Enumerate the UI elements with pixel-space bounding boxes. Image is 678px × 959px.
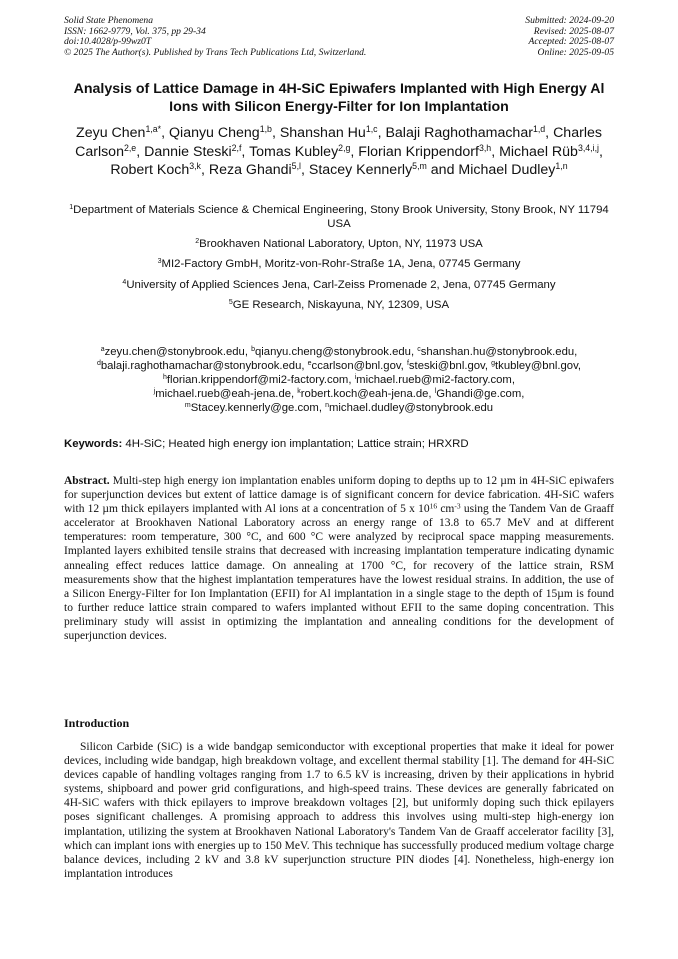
- author-name: Michael Rüb: [499, 143, 578, 160]
- affiliation-text: MI2-Factory GmbH, Moritz-von-Rohr-Straße 1A, Jena, 07745 Germany: [161, 258, 521, 271]
- email-link[interactable]: florian.krippendorf@mi2-factory.com,: [166, 374, 355, 386]
- keywords-label: Keywords:: [64, 438, 123, 450]
- email-mark: e: [307, 360, 312, 368]
- email-mark: i: [354, 374, 357, 382]
- author-affil-mark: 5,l: [291, 161, 301, 172]
- email-link[interactable]: tkubley@bnl.gov,: [495, 360, 582, 372]
- email-link[interactable]: Ghandi@ge.com,: [436, 388, 525, 400]
- author-name: Robert Koch: [110, 162, 190, 179]
- author-name: Florian Krippendorf: [358, 143, 479, 160]
- email-line: [64, 345, 614, 359]
- email-link[interactable]: balaji.raghothamachar@stonybrook.edu,: [100, 360, 308, 372]
- email-link[interactable]: robert.koch@eah-jena.de,: [300, 388, 435, 400]
- journal-info: [64, 16, 366, 58]
- affiliation-list: [64, 203, 614, 318]
- email-link[interactable]: michael.rueb@mi2-factory.com,: [356, 374, 515, 386]
- email-mark: l: [434, 388, 437, 396]
- author: [169, 125, 280, 141]
- online-date: Online: 2025-09-05: [537, 46, 614, 58]
- email-link[interactable]: qianyu.cheng@stonybrook.edu,: [255, 346, 418, 358]
- email-link[interactable]: ccarlson@bnl.gov,: [311, 360, 407, 372]
- author-separator: ,: [491, 143, 500, 160]
- author-affil-mark: 1,a*: [145, 124, 162, 135]
- issn-line: ISSN: 1662-9779, Vol. 375, pp 29-34: [64, 25, 206, 37]
- affiliation-number: 3: [157, 258, 162, 266]
- keywords-text: 4H-SiC; Heated high energy ion implantation; Lattice strain; HRXRD: [122, 438, 469, 450]
- affiliation-number: 1: [69, 204, 74, 212]
- affiliation: [64, 278, 614, 292]
- affiliation-text: GE Research, Niskayuna, NY, 12309, USA: [232, 298, 450, 311]
- email-link[interactable]: zeyu.chen@stonybrook.edu,: [104, 346, 252, 358]
- paper-title: Analysis of Lattice Damage in 4H-SiC Epiwafers Implanted with High Energy Al Ions with Silicon Energy-Filter for Ion Implantation: [73, 81, 605, 115]
- email-link[interactable]: michael.rueb@eah-jena.de,: [155, 388, 298, 400]
- author-name: Tomas Kubley: [249, 143, 339, 160]
- email-list: [64, 345, 614, 415]
- author-separator: ,: [377, 125, 386, 141]
- email-mark: h: [163, 374, 167, 382]
- author-affil-mark: 1,b: [259, 124, 272, 135]
- author-affil-mark: 3,h: [478, 142, 492, 153]
- abstract-text: using the Tandem Van de Graaff accelerator at Brookhaven National Laboratory across an energy range of 13.8 to 65.7 MeV and at different temperatures: room temperature, 300 °C, and 600 °C were analyzed by reciprocal space mapping measurements. Implanted layers exhibited tensile strains that decreased with increasing implantation temperature indicating dynamic annealing effect reduces lattice damage. On annealing at 1700 °C, for recovery of the lattice strain, RSM measurements show that the highest implantation temperatures have the lowest residual strains. In addition, the use of a Silicon Energy-Filter for Ion Implantation (EFII) for Al implantation in a single stage to the depth of 15µm is found to further reduce lattice strain compared to wafers implanted without EFII to the same doping concentration. This preliminary study will assist in optimizing the implantation and annealing conditions for the development of superjunction devices.: [64, 503, 614, 643]
- accepted-date: Accepted: 2025-08-07: [528, 36, 614, 48]
- introduction-text: Silicon Carbide (SiC) is a wide bandgap semiconductor with exceptional properties that make it ideal for power devices, including wide bandgap, high breakdown voltage, and excellent thermal stability [1]. The demand for 4H-SiC devices capable of handling voltages ranging from 1.7 to 6.5 kV is increasing, driven by their applications in hybrid systems, shipboard and power grid configurations, and high-speed trains. These devices are generally fabricated on 4H-SiC wafers with thick epilayers to improve breakdown voltages [2], but uniformly doping such thick epilayers poses significant challenges. A promising approach to address this involves using multi-step high-energy ion implantation, utilizing the system at Brookhaven National Laboratory's Tandem Van de Graaff accelerator facility [3], which can implant ions with energies up to 150 MeV. This technique has successfully produced medium voltage charge balance devices, including 2 kV and 3.8 kV superjunction structure PIN diodes [4]. Nonetheless, high-energy ion implantation introduces: [64, 741, 614, 880]
- author-separator: ,: [350, 143, 359, 160]
- journal-name: Solid State Phenomena: [64, 15, 153, 26]
- email-mark: f: [406, 360, 409, 368]
- author-affil-mark: 2,f: [231, 142, 242, 153]
- affiliation-number: 5: [228, 298, 233, 306]
- email-mark: b: [251, 346, 256, 354]
- author-name: and Michael Dudley: [430, 162, 556, 179]
- author-affil-mark: 1,c: [365, 124, 378, 135]
- revised-date: Revised: 2025-08-07: [533, 25, 614, 37]
- author: [110, 162, 209, 178]
- author: [309, 162, 431, 178]
- author-name: Charles Carlson: [75, 125, 602, 160]
- author-separator: ,: [545, 125, 554, 141]
- author-affil-mark: 1,n: [555, 161, 568, 172]
- abstract-exponent: -3: [454, 501, 461, 511]
- abstract-label: Abstract.: [64, 475, 110, 487]
- author: [209, 162, 309, 178]
- email-mark: a: [100, 346, 105, 354]
- keywords: [64, 437, 614, 451]
- affiliation-number: 4: [122, 278, 127, 286]
- author-list: [64, 124, 614, 180]
- email-mark: j: [153, 388, 156, 396]
- affiliation: [64, 298, 614, 312]
- author-separator: ,: [241, 143, 250, 160]
- email-line: [64, 373, 614, 387]
- author-name: Shanshan Hu: [279, 125, 366, 141]
- introduction-heading: Introduction: [64, 716, 130, 730]
- author: [385, 125, 553, 141]
- author-name: Reza Ghandi: [208, 162, 292, 179]
- email-line: [64, 359, 614, 373]
- email-link[interactable]: Stacey.kennerly@ge.com,: [190, 402, 326, 414]
- affiliation-number: 2: [195, 238, 200, 246]
- abstract-text: Multi-step high energy ion implantation enables uniform doping to depths up to 12 µm in 4H-SiC epiwafers for superjunction devices but extent of lattice damage is of significant concern for device fabrication. 4H-SiC wafers with 12 µm thick epilayers implanted with Al ions at a concentration of 5 x 10: [64, 475, 614, 516]
- affiliation-text: Department of Materials Science & Chemical Engineering, Stony Brook University, Stony Brook, NY 11794 USA: [73, 204, 609, 230]
- email-mark: k: [297, 388, 301, 396]
- author-separator: ,: [271, 125, 280, 141]
- author-affil-mark: 2,g: [338, 142, 351, 153]
- submitted-date: Submitted: 2024-09-20: [525, 15, 614, 26]
- author-separator: ,: [300, 162, 309, 179]
- author-affil-mark: 2,e: [123, 142, 137, 153]
- email-mark: c: [417, 346, 421, 354]
- abstract: [64, 474, 614, 643]
- email-link[interactable]: steski@bnl.gov,: [408, 360, 492, 372]
- author-separator: ,: [136, 143, 145, 160]
- author: [76, 125, 169, 141]
- email-line: [64, 401, 614, 415]
- doi-line: doi:10.4028/p-99wz0T: [64, 36, 152, 48]
- author-name: Stacey Kennerly: [308, 162, 413, 179]
- email-mark: g: [491, 360, 496, 368]
- email-line: [64, 387, 614, 401]
- author: [280, 125, 386, 141]
- author-name: Dannie Steski: [144, 143, 232, 160]
- author-name: Zeyu Chen: [76, 125, 146, 141]
- author: [499, 144, 603, 160]
- author-affil-mark: 1,d: [532, 124, 546, 135]
- author-name: Qianyu Cheng: [169, 125, 260, 141]
- affiliation: [64, 203, 614, 231]
- author-separator: ,: [161, 125, 169, 141]
- email-mark: d: [96, 360, 101, 368]
- author: [144, 144, 249, 160]
- abstract-exponent: 16: [429, 501, 438, 511]
- affiliation-text: Brookhaven National Laboratory, Upton, NY, 11973 USA: [199, 238, 483, 251]
- author-separator: ,: [598, 143, 603, 160]
- affiliation: [64, 237, 614, 251]
- email-mark: n: [325, 402, 329, 410]
- author-affil-mark: 3,4,i,j: [577, 142, 599, 153]
- abstract-text: cm: [437, 503, 455, 516]
- publication-dates: [525, 16, 614, 58]
- affiliation-text: University of Applied Sciences Jena, Carl-Zeiss Promenade 2, Jena, 07745 Germany: [126, 278, 556, 291]
- email-link[interactable]: shanshan.hu@stonybrook.edu,: [420, 346, 578, 358]
- author-name: Balaji Raghothamachar: [385, 125, 533, 141]
- author: [431, 162, 568, 178]
- email-link[interactable]: michael.dudley@stonybrook.edu: [329, 402, 494, 414]
- author: [358, 144, 499, 160]
- email-mark: m: [184, 402, 191, 410]
- copyright-line: © 2025 The Author(s). Published by Trans Tech Publications Ltd, Switzerland.: [64, 46, 367, 58]
- author: [249, 144, 358, 160]
- author-separator: ,: [200, 162, 209, 179]
- author-affil-mark: 5,m: [412, 161, 427, 172]
- affiliation: [64, 257, 614, 271]
- author-affil-mark: 3,k: [189, 161, 201, 172]
